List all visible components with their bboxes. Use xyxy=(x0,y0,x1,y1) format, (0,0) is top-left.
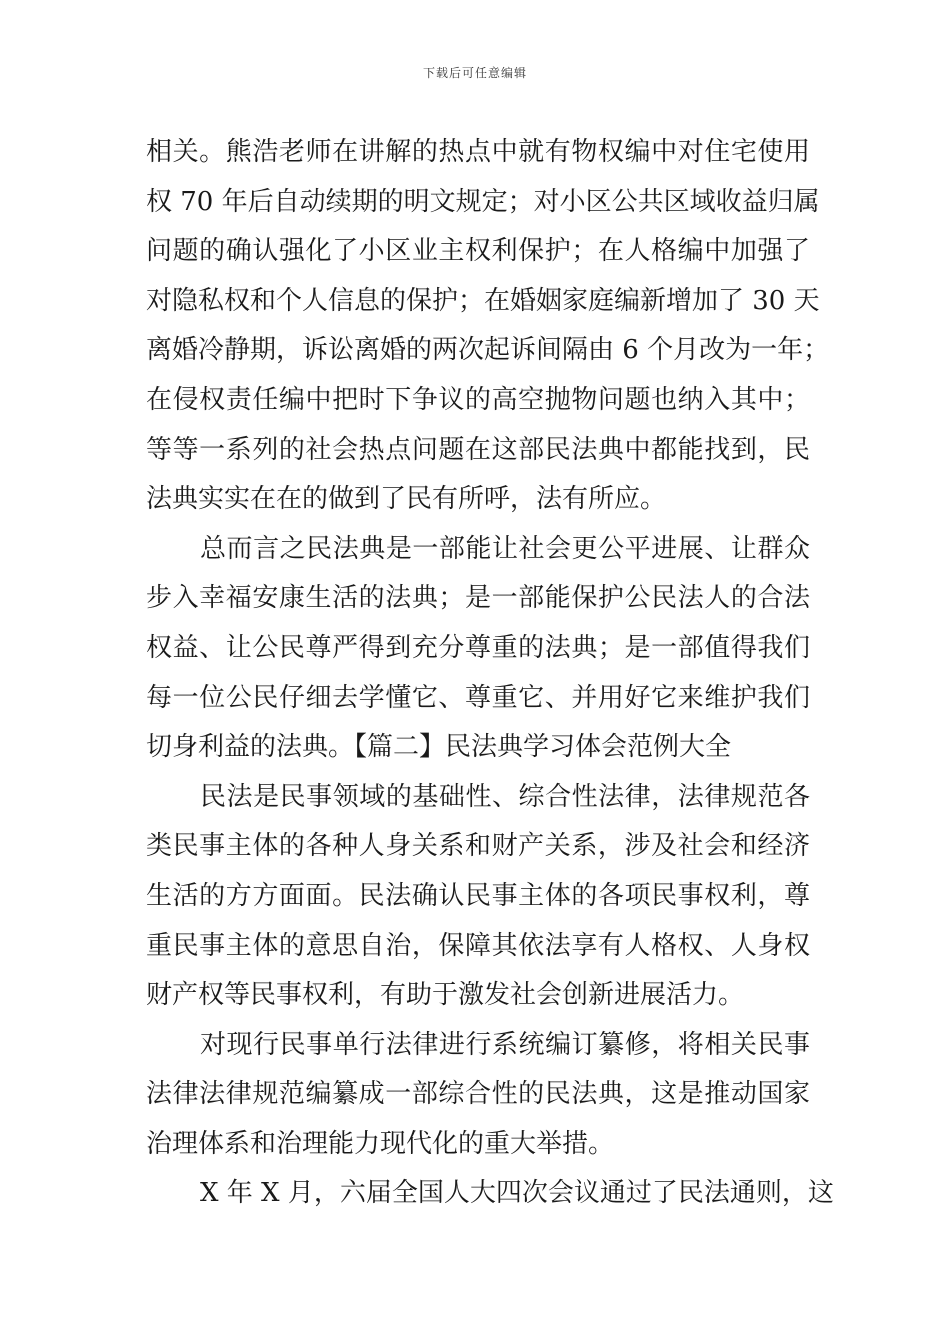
text-line: 对现行民事单行法律进行系统编订纂修，将相关民事 xyxy=(200,1029,810,1060)
page-header: 下载后可任意编辑 xyxy=(422,66,527,80)
text-line: 民法是民事领域的基础性、综合性法律，法律规范各 xyxy=(200,781,810,812)
text-line: 相关。熊浩老师在讲解的热点中就有物权编中对住宅使用 xyxy=(146,137,810,167)
text-line: 生活的方方面面。民法确认民事主体的各项民事权利，尊 xyxy=(146,880,810,911)
text-line: 对隐私权和个人信息的保护；在婚姻家庭编新增加了 30 天 xyxy=(146,285,820,316)
text-line: 离婚冷静期，诉讼离婚的两次起诉间隔由 6 个月改为一年； xyxy=(146,335,830,366)
text-line: 切身利益的法典。【篇二】民法典学习体会范例大全 xyxy=(146,732,732,763)
text-line: 总而言之民法典是一部能让社会更公平进展、让群众 xyxy=(200,533,810,564)
text-line: 类民事主体的各种人身关系和财产关系，涉及社会和经济 xyxy=(146,831,810,862)
text-line: 每一位公民仔细去学懂它、尊重它、并用好它来维护我们 xyxy=(146,682,810,713)
text-line: 等等一系列的社会热点问题在这部民法典中都能找到，民 xyxy=(146,434,810,465)
text-line: X 年 X 月，六届全国人大四次会议通过了民法通则，这 xyxy=(200,1178,834,1209)
text-line: 权 70 年后自动续期的明文规定；对小区公共区域收益归属 xyxy=(146,186,820,217)
text-line: 法典实实在在的做到了民有所呼，法有所应。 xyxy=(146,484,667,515)
text-line: 问题的确认强化了小区业主权利保护；在人格编中加强了 xyxy=(146,236,810,267)
text-line: 重民事主体的意思自治，保障其依法享有人格权、人身权 xyxy=(146,930,810,961)
text-line: 财产权等民事权利，有助于激发社会创新进展活力。 xyxy=(146,980,745,1011)
body-text xyxy=(146,128,834,1219)
text-line: 法律法律规范编纂成一部综合性的民法典，这是推动国家 xyxy=(146,1079,810,1110)
text-line: 在侵权责任编中把时下争议的高空抛物问题也纳入其中； xyxy=(146,384,810,415)
text-line: 权益、让公民尊严得到充分尊重的法典；是一部值得我们 xyxy=(146,632,810,663)
text-line: 治理体系和治理能力现代化的重大举措。 xyxy=(146,1128,615,1159)
text-line: 步入幸福安康生活的法典；是一部能保护公民法人的合法 xyxy=(146,583,810,614)
